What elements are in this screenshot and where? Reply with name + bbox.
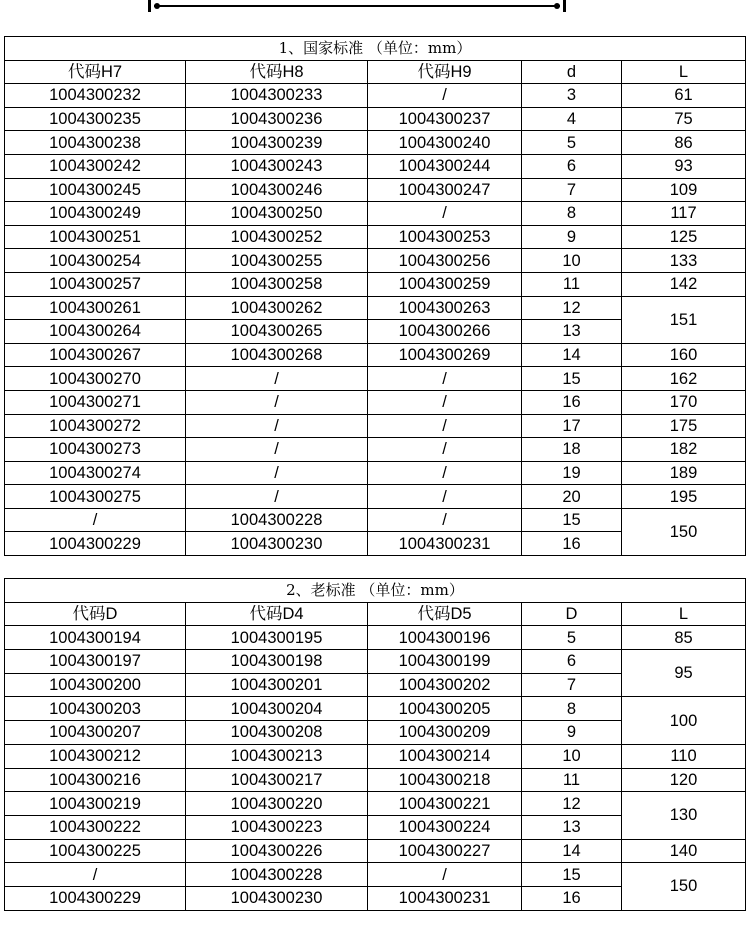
table-cell: 16 <box>522 532 622 556</box>
table-cell: 1004300232 <box>5 84 186 108</box>
table-row <box>5 131 746 155</box>
table-cell: 16 <box>522 390 622 414</box>
table-cell: 1004300256 <box>368 249 522 273</box>
table-row <box>5 744 746 768</box>
dimension-line-right-cap <box>563 0 566 12</box>
table-row <box>5 84 746 108</box>
table-cell: 7 <box>522 673 622 697</box>
table-cell: 9 <box>522 225 622 249</box>
table-cell: 1004300239 <box>186 131 368 155</box>
table-cell: 1004300251 <box>5 225 186 249</box>
table-cell: 1004300198 <box>186 650 368 674</box>
table-cell: 1004300207 <box>5 721 186 745</box>
table-cell: 11 <box>522 272 622 296</box>
table-cell: 14 <box>522 343 622 367</box>
table-cell: 1004300217 <box>186 768 368 792</box>
table-cell: 1004300219 <box>5 792 186 816</box>
table-cell: 120 <box>622 768 746 792</box>
table-cell: 162 <box>622 367 746 391</box>
table-title: 1、国家标准 （单位：mm） <box>5 37 746 61</box>
table-cell: 1004300227 <box>368 839 522 863</box>
table-cell: 15 <box>522 367 622 391</box>
table-cell: 1004300259 <box>368 272 522 296</box>
column-header: 代码D5 <box>368 602 522 626</box>
table-row <box>5 343 746 367</box>
table-cell: 1004300230 <box>186 886 368 910</box>
table-cell: 1004300253 <box>368 225 522 249</box>
table-cell: 19 <box>522 461 622 485</box>
column-header: 代码D <box>5 602 186 626</box>
table-cell: / <box>368 414 522 438</box>
table-cell: / <box>5 508 186 532</box>
table-cell: 1004300228 <box>186 863 368 887</box>
table-cell: 117 <box>622 202 746 226</box>
table-row <box>5 626 746 650</box>
table-row <box>5 178 746 202</box>
table-cell: 1004300229 <box>5 886 186 910</box>
table-cell: 1004300202 <box>368 673 522 697</box>
table-cell: 1004300249 <box>5 202 186 226</box>
table-cell: 1004300247 <box>368 178 522 202</box>
table-cell: 1004300262 <box>186 296 368 320</box>
column-header: L <box>622 602 746 626</box>
table-cell: 1004300224 <box>368 815 522 839</box>
table-cell: 1004300250 <box>186 202 368 226</box>
table-cell: 13 <box>522 320 622 344</box>
table-cell: 1004300267 <box>5 343 186 367</box>
table-cell: / <box>368 508 522 532</box>
table-cell: 1004300231 <box>368 532 522 556</box>
table-cell: 1004300245 <box>5 178 186 202</box>
table-title-row <box>5 579 746 603</box>
table-cell: 1004300270 <box>5 367 186 391</box>
table-row <box>5 768 746 792</box>
table-cell: 5 <box>522 131 622 155</box>
table-cell: / <box>368 367 522 391</box>
table-cell: 1004300209 <box>368 721 522 745</box>
table-cell: 3 <box>522 84 622 108</box>
table-cell: 150 <box>622 508 746 555</box>
table-cell: 11 <box>522 768 622 792</box>
table-cell: 130 <box>622 792 746 839</box>
table-cell: / <box>5 863 186 887</box>
dimension-line-graphic <box>148 0 566 12</box>
table-cell: 1004300255 <box>186 249 368 273</box>
table-cell: 1004300197 <box>5 650 186 674</box>
table-cell: 14 <box>522 839 622 863</box>
table-cell: 151 <box>622 296 746 343</box>
table-row <box>5 438 746 462</box>
table-title-row <box>5 37 746 61</box>
table-cell: 1004300274 <box>5 461 186 485</box>
table-row <box>5 249 746 273</box>
table-cell: / <box>186 461 368 485</box>
table-cell: 15 <box>522 863 622 887</box>
table-cell: 1004300205 <box>368 697 522 721</box>
table-row <box>5 202 746 226</box>
column-header: 代码H9 <box>368 60 522 84</box>
table-cell: 140 <box>622 839 746 863</box>
table-row <box>5 697 746 721</box>
table-cell: 1004300199 <box>368 650 522 674</box>
table-cell: / <box>368 485 522 509</box>
table-cell: 13 <box>522 815 622 839</box>
table-cell: 85 <box>622 626 746 650</box>
table-cell: 10 <box>522 249 622 273</box>
table-row <box>5 461 746 485</box>
table-cell: 1004300225 <box>5 839 186 863</box>
table-cell: 75 <box>622 107 746 131</box>
table-cell: 1004300216 <box>5 768 186 792</box>
table-cell: 109 <box>622 178 746 202</box>
table-cell: 86 <box>622 131 746 155</box>
table-cell: 1004300275 <box>5 485 186 509</box>
table-row <box>5 863 746 887</box>
table-cell: 1004300201 <box>186 673 368 697</box>
table-row <box>5 367 746 391</box>
table-cell: 1004300272 <box>5 414 186 438</box>
table-cell: 1004300235 <box>5 107 186 131</box>
table-cell: 1004300226 <box>186 839 368 863</box>
table-cell: 1004300257 <box>5 272 186 296</box>
table-cell: 189 <box>622 461 746 485</box>
table-cell: 61 <box>622 84 746 108</box>
table-cell: 1004300196 <box>368 626 522 650</box>
table-row <box>5 225 746 249</box>
table-cell: 110 <box>622 744 746 768</box>
table-cell: 175 <box>622 414 746 438</box>
table-cell: / <box>368 202 522 226</box>
table-cell: 17 <box>522 414 622 438</box>
table-cell: 1004300266 <box>368 320 522 344</box>
table-cell: 1004300268 <box>186 343 368 367</box>
dimension-line <box>154 5 560 7</box>
table-cell: 182 <box>622 438 746 462</box>
table-cell: / <box>186 367 368 391</box>
table-cell: / <box>186 438 368 462</box>
table-cell: 1004300269 <box>368 343 522 367</box>
table-cell: 16 <box>522 886 622 910</box>
table-cell: 12 <box>522 296 622 320</box>
table-cell: 150 <box>622 863 746 910</box>
table-cell: 18 <box>522 438 622 462</box>
table-cell: 1004300240 <box>368 131 522 155</box>
column-header: L <box>622 60 746 84</box>
table-cell: 8 <box>522 202 622 226</box>
table-cell: 1004300252 <box>186 225 368 249</box>
column-header: 代码H8 <box>186 60 368 84</box>
table-cell: 15 <box>522 508 622 532</box>
table-row <box>5 508 746 532</box>
table-cell: 1004300243 <box>186 154 368 178</box>
dimension-line-right-dot <box>554 3 560 9</box>
table-cell: 1004300222 <box>5 815 186 839</box>
table-cell: 1004300233 <box>186 84 368 108</box>
table-cell: 1004300258 <box>186 272 368 296</box>
table-cell: 1004300237 <box>368 107 522 131</box>
dimension-line-left-cap <box>148 0 151 12</box>
table-cell: 1004300195 <box>186 626 368 650</box>
column-header: 代码D4 <box>186 602 368 626</box>
table-cell: 1004300242 <box>5 154 186 178</box>
table-cell: 1004300273 <box>5 438 186 462</box>
table-cell: 6 <box>522 650 622 674</box>
table-cell: 1004300228 <box>186 508 368 532</box>
table-cell: 1004300223 <box>186 815 368 839</box>
table-cell: 20 <box>522 485 622 509</box>
table-cell: / <box>186 414 368 438</box>
table-cell: 1004300221 <box>368 792 522 816</box>
table-cell: 1004300264 <box>5 320 186 344</box>
table-cell: 1004300263 <box>368 296 522 320</box>
old-standard-table <box>4 578 746 911</box>
table-cell: / <box>186 390 368 414</box>
table-cell: 133 <box>622 249 746 273</box>
table-cell: 1004300214 <box>368 744 522 768</box>
table-cell: / <box>368 438 522 462</box>
table-cell: / <box>368 461 522 485</box>
table-cell: 1004300220 <box>186 792 368 816</box>
table-cell: 93 <box>622 154 746 178</box>
table-cell: 1004300271 <box>5 390 186 414</box>
table-cell: 1004300231 <box>368 886 522 910</box>
table-cell: 195 <box>622 485 746 509</box>
column-header: d <box>522 60 622 84</box>
table-cell: 5 <box>522 626 622 650</box>
table-title: 2、老标准 （单位：mm） <box>5 579 746 603</box>
table-cell: 160 <box>622 343 746 367</box>
table-row <box>5 272 746 296</box>
table-row <box>5 390 746 414</box>
national-standard-table <box>4 36 746 556</box>
table-cell: 7 <box>522 178 622 202</box>
column-header: 代码H7 <box>5 60 186 84</box>
table-row <box>5 650 746 674</box>
table-cell: 125 <box>622 225 746 249</box>
table-cell: 6 <box>522 154 622 178</box>
table-header-row <box>5 60 746 84</box>
table-cell: 9 <box>522 721 622 745</box>
table-row <box>5 154 746 178</box>
table-cell: / <box>368 390 522 414</box>
table-cell: 1004300213 <box>186 744 368 768</box>
table-cell: 4 <box>522 107 622 131</box>
table-cell: 1004300244 <box>368 154 522 178</box>
table-cell: 142 <box>622 272 746 296</box>
table-cell: / <box>186 485 368 509</box>
column-header: D <box>522 602 622 626</box>
table-cell: / <box>368 84 522 108</box>
table-cell: 1004300246 <box>186 178 368 202</box>
dimension-line-left-dot <box>154 3 160 9</box>
table-cell: 100 <box>622 697 746 744</box>
table-cell: 12 <box>522 792 622 816</box>
table-cell: 8 <box>522 697 622 721</box>
table-cell: 1004300204 <box>186 697 368 721</box>
table-row <box>5 792 746 816</box>
table-cell: 1004300229 <box>5 532 186 556</box>
table-cell: 1004300212 <box>5 744 186 768</box>
table-cell: 95 <box>622 650 746 697</box>
table-row <box>5 296 746 320</box>
table-cell: 1004300265 <box>186 320 368 344</box>
table-cell: 1004300254 <box>5 249 186 273</box>
table-cell: 1004300203 <box>5 697 186 721</box>
table-cell: 1004300194 <box>5 626 186 650</box>
table-cell: 1004300218 <box>368 768 522 792</box>
table-row <box>5 414 746 438</box>
table-cell: / <box>368 863 522 887</box>
table-cell: 1004300236 <box>186 107 368 131</box>
table-cell: 1004300208 <box>186 721 368 745</box>
table-header-row <box>5 602 746 626</box>
table-row <box>5 485 746 509</box>
table-cell: 1004300230 <box>186 532 368 556</box>
table-cell: 1004300200 <box>5 673 186 697</box>
table-cell: 10 <box>522 744 622 768</box>
table-cell: 1004300261 <box>5 296 186 320</box>
table-cell: 1004300238 <box>5 131 186 155</box>
table-row <box>5 107 746 131</box>
table-cell: 170 <box>622 390 746 414</box>
table-row <box>5 839 746 863</box>
